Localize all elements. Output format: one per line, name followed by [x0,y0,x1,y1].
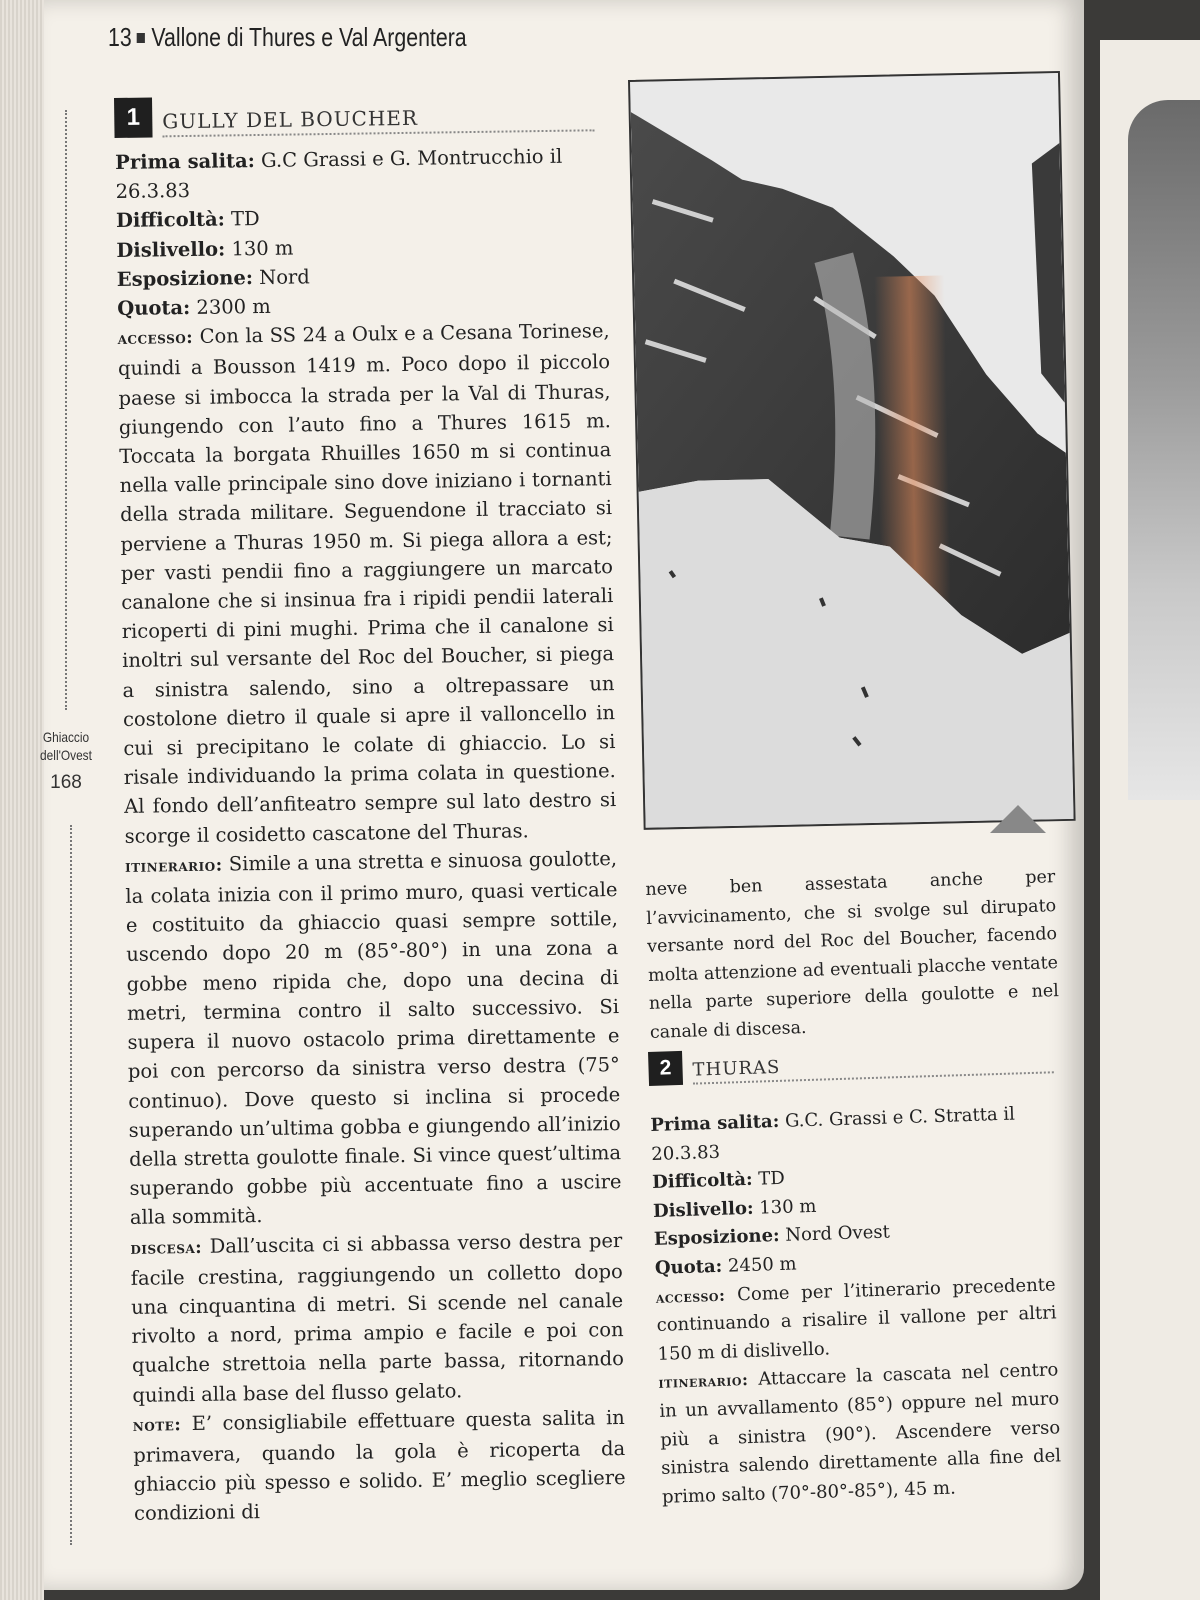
difficolta-value: TD [224,207,260,231]
route1-title: GULLY DEL BOUCHER [162,103,594,137]
route1-discesa [130,1226,624,1410]
route2-title: THURAS [692,1048,1054,1084]
quota-value: 2450 m [721,1253,797,1277]
esposizione-label: Esposizione: [116,265,254,291]
dislivello-label: Dislivello: [652,1197,754,1222]
itinerario-label: itinerario: [124,855,223,877]
margin-label-2: dell'Ovest [40,747,92,763]
prima-salita-value: G.C. Grassi e C. Stratta il 20.3.83 [650,1103,1016,1165]
route1-continuation [645,863,1060,1047]
route2-accesso [655,1271,1057,1369]
prima-salita-label: Prima salita: [650,1110,780,1136]
square-bullet-icon [137,33,145,43]
adjacent-page-photo [1128,100,1200,800]
route1-column [115,141,626,1528]
difficolta-label: Difficoltà: [651,1169,754,1194]
dislivello-label: Dislivello: [116,237,226,262]
itinerario-label: itinerario: [658,1370,749,1393]
difficolta-value: TD [752,1167,786,1190]
accesso-text: Con la SS 24 a Oulx e a Cesana Torinese, quindi a Bousson 1419 m. Poco dopo il piccolo paese si imbocca la strada per la Val di Thuras, giungendo con l’auto fino a Thures 1615 m. Toccata la borgata Rhuilles 1650 m si continua nella valle principale sino dove iniziano i tornanti della strada militare. Seguendone il tracciato si perviene a Thuras 1950 m. Si piega allora a est; per vasti pendii fino a raggiungere un marcato canalone che si insinua fra i ripidi pendii laterali ricoperti di pini mughi. Prima che il canalone si inoltri sul versante del Roc del Boucher, si piega a sinistra salendo, sino a oltrepassare un costolone dietro il quale si apre il valloncello in cui si precipitano le colate di ghiaccio. Lo si risale individuando la prima colata in questione. Al fondo dell’anfiteatro sempre sul lato destro si scorge il cosidetto cascatone del Thuras. [117,319,617,848]
dislivello-value: 130 m [753,1195,817,1219]
quota-label: Quota: [654,1255,723,1279]
route1-accesso [117,316,616,850]
route2-number: 2 [648,1051,683,1086]
discesa-text: Dall’uscita ci si abbassa verso destra per facile crestina, raggiungendo un colletto dopo una cinquantina di metri. Si scende nel canale rivolto a nord, prima ampio e facile e poi con qualche strettoia nella parte bassa, ritornando quindi alla base del flusso gelato. [130,1228,625,1407]
margin-dotted-rule-top [65,110,67,710]
note-label: note: [132,1414,182,1436]
prima-salita-value: G.C Grassi e G. Montrucchio il 26.3.83 [115,144,563,204]
margin-dotted-rule-bottom [70,825,72,1545]
accesso-label: accesso: [117,328,194,350]
ice-gully-photo [628,71,1076,830]
margin-reference [30,728,102,794]
route2-column [650,1099,1062,1512]
route1-note [133,1403,627,1529]
quota-value: 2300 m [190,294,271,319]
page-number: 13 [108,22,132,52]
accesso-text: Come per l’itinerario precedente continuando a risalire il vallone per altri 150 m di dislivello. [656,1273,1057,1365]
route2-itinerario [658,1357,1062,1512]
esposizione-value: Nord Ovest [779,1221,891,1247]
photo-marker-triangle-icon [990,805,1046,833]
prima-salita-label: Prima salita: [115,149,256,174]
discesa-label: discesa: [130,1237,203,1259]
quota-label: Quota: [117,295,191,320]
route1-number: 1 [114,97,153,138]
dislivello-value: 130 m [225,236,294,261]
note-text: E’ consigliabile effettuare questa salita in primavera, quando la gola è ricoperta da ghiaccio più spesso e solido. E’ meglio scegliere condizioni di [133,1405,626,1526]
route1-heading [114,91,595,138]
page-edge [0,0,44,1600]
ice-gully-photo-image [630,73,1074,828]
esposizione-value: Nord [252,265,310,289]
running-head [108,22,467,53]
difficolta-label: Difficoltà: [115,207,226,233]
margin-number: 168 [50,772,82,793]
route1-prima-salita [115,141,608,206]
accesso-label: accesso: [655,1285,726,1307]
esposizione-label: Esposizione: [653,1225,780,1251]
chapter-title: Vallone di Thures e Val Argentera [151,22,467,52]
itinerario-text: Simile a una stretta e sinuosa goulotte, la colata inizia con il primo muro, quasi verticale e costituito da ghiaccio quasi sempre sottile, uscendo dopo 20 m (85°-80°) in una zona a gobbe meno ripida che, dopo una decina di metri, termina contro il salto successivo. Si supera il nuovo ostacolo prima direttamente e poi con percorso da sinistra verso destra (75° continuo). Dove questo si inclina si procede superando un’ultima gobba e giungendo all’inizio della stretta goulotte finale. Si vince quest’ultima superando gobbe più accentuate fino a uscire alla sommità. [125,846,622,1230]
note-continuation-text: neve ben assestata anche per l’avvicinamento, che si svolge sul dirupato versante nord del Roc del Boucher, facendo molta attenzione ad eventuali placche ventate nella parte superiore della goulotte e nel canale di discesa. [645,867,1060,1043]
margin-label-1: Ghiaccio [42,729,90,745]
route1-itinerario [125,844,622,1232]
itinerario-text: Attaccare la cascata nel centro in un avvallamento (85°) oppure nel muro più a sinistra (90°). Ascendere verso sinistra salendo direttamente alla fine del primo salto (70°-80°-85°), 45 m. [659,1359,1062,1508]
